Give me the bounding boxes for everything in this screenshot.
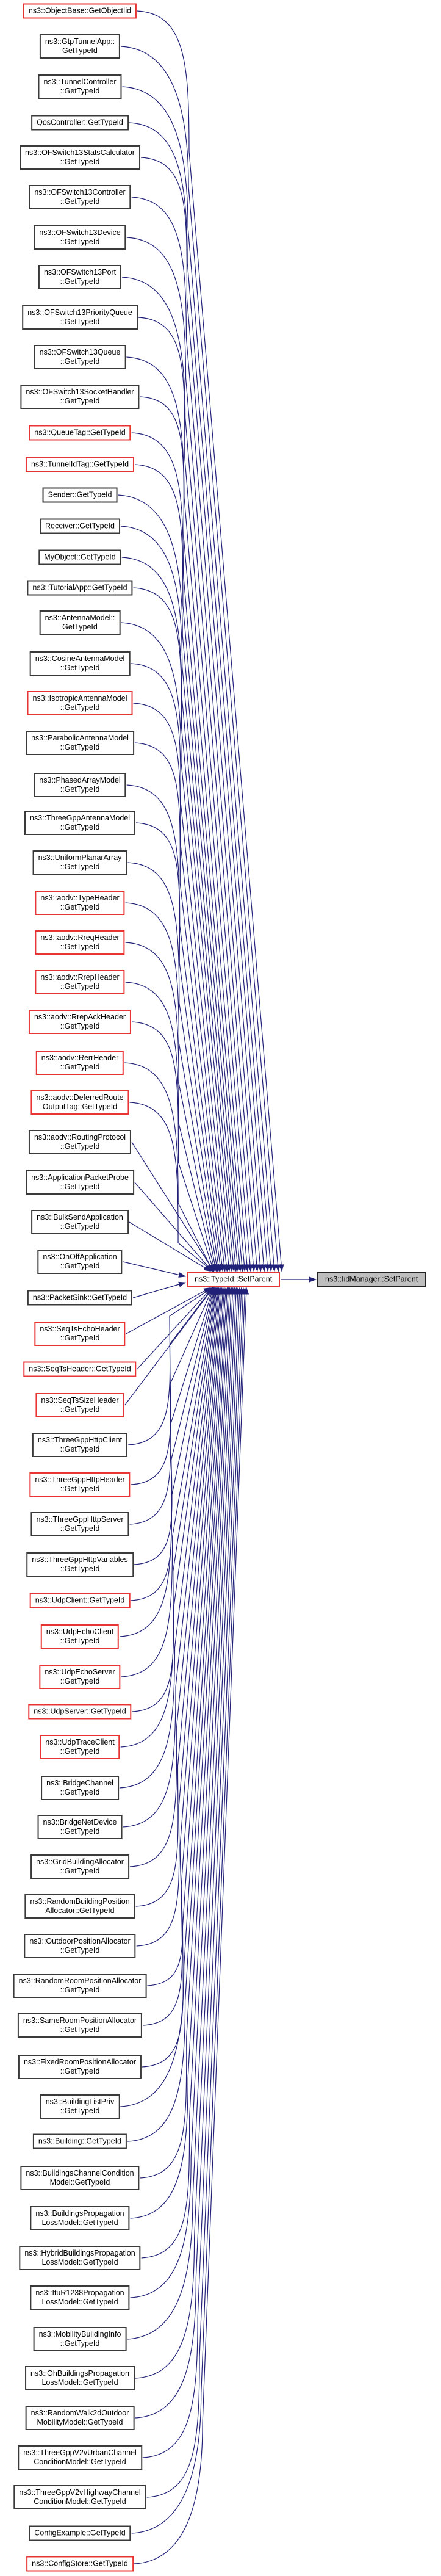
caller-node-label: ::GetTypeId (60, 1677, 100, 1685)
caller-node-label: ns3::ThreeGppV2vUrbanChannel (23, 2448, 137, 2457)
caller-node[interactable] (39, 1665, 120, 1689)
caller-node-label: ns3::aodv::RerrHeader (41, 1054, 119, 1062)
caller-node-label: ::GetTypeId (60, 1788, 100, 1796)
caller-node-label: ns3::BridgeChannel (46, 1779, 113, 1787)
caller-node-label: Receiver::GetTypeId (45, 521, 115, 530)
caller-node-label: ns3::aodv::DeferredRoute (36, 1093, 124, 1102)
caller-node[interactable] (34, 345, 126, 369)
caller-node[interactable] (31, 115, 129, 131)
caller-node[interactable] (26, 1552, 134, 1577)
caller-node-label: ns3::aodv::RrepAckHeader (34, 1013, 126, 1021)
caller-node[interactable] (27, 691, 133, 715)
caller-node[interactable] (34, 773, 126, 797)
caller-node-label: OutputTag::GetTypeId (42, 1102, 118, 1111)
caller-node[interactable] (31, 1210, 129, 1234)
caller-node[interactable] (29, 1010, 131, 1034)
caller-node-label: ns3::UniformPlanarArray (38, 853, 122, 862)
caller-node-label: ConditionModel::GetTypeId (34, 2458, 126, 2466)
caller-node-label: ::GetTypeId (60, 237, 100, 246)
caller-node-label: ns3::OFSwitch13SocketHandler (26, 388, 134, 396)
caller-node[interactable] (30, 2206, 129, 2230)
current-node (317, 1272, 426, 1287)
caller-node[interactable] (19, 2246, 140, 2270)
caller-node-label: ::GetTypeId (60, 863, 100, 871)
caller-node-label: ::GetTypeId (60, 2339, 100, 2348)
caller-node[interactable] (41, 1776, 119, 1800)
caller-node-label: ns3::OFSwitch13PriorityQueue (27, 308, 132, 317)
caller-node-label: ::GetTypeId (60, 1485, 100, 1493)
caller-node-label: ::GetTypeId (60, 664, 100, 672)
caller-node-label: ns3::aodv::RrepHeader (40, 973, 120, 982)
caller-node[interactable] (26, 1170, 134, 1195)
caller-node[interactable] (30, 1854, 129, 1879)
caller-node-label: ns3::QueueTag::GetTypeId (34, 428, 126, 437)
caller-node-label: ::GetTypeId (60, 1827, 100, 1836)
caller-node-label: ns3::BuildingsChannelCondition (26, 2169, 134, 2177)
caller-node-label: ns3::ItuR1238Propagation (35, 2288, 124, 2297)
caller-node-label: ns3::BuildingsPropagation (35, 2209, 124, 2218)
caller-node[interactable] (34, 225, 126, 250)
caller-node[interactable] (18, 2055, 142, 2079)
caller-node-label: ns3::RandomWalk2dOutdoor (30, 2409, 129, 2417)
caller-node-label: ::GetTypeId (60, 903, 100, 911)
caller-node-label: ::GetTypeId (60, 1222, 100, 1231)
caller-node[interactable] (24, 1934, 135, 1958)
caller-node-label: GetTypeId (62, 46, 98, 55)
caller-node-label: ns3::OFSwitch13StatsCalculator (25, 148, 135, 157)
caller-node[interactable] (40, 2094, 120, 2119)
caller-node-label: ns3::SeqTsHeader::GetTypeId (29, 1364, 131, 1373)
caller-node-label: ::GetTypeId (60, 743, 100, 751)
caller-node[interactable] (20, 2166, 139, 2190)
caller-node[interactable] (30, 1512, 129, 1536)
center-node-label: ns3::TypeId::SetParent (195, 1275, 273, 1284)
caller-node[interactable] (30, 651, 131, 676)
caller-node[interactable] (29, 1472, 130, 1497)
caller-node[interactable] (40, 1735, 120, 1759)
caller-node-label: ns3::ThreeGppHttpClient (37, 1436, 123, 1444)
caller-node[interactable] (27, 581, 132, 596)
caller-node-label: ns3::PhasedArrayModel (39, 776, 121, 784)
caller-node-label: LossModel::GetTypeId (41, 2258, 118, 2267)
caller-node-label: Allocator::GetTypeId (45, 1906, 115, 1915)
caller-node-label: ns3::OFSwitch13Port (43, 268, 117, 277)
caller-node-label: ns3::SeqTsEchoHeader (40, 1325, 120, 1333)
caller-node-label: ::GetTypeId (60, 703, 100, 712)
center-node[interactable] (187, 1272, 280, 1287)
caller-node-label: ns3::ConfigStore::GetTypeId (32, 2559, 128, 2568)
caller-node-label: ns3::TunnelIdTag::GetTypeId (30, 460, 129, 469)
caller-node-label: ::GetTypeId (60, 942, 100, 951)
caller-node[interactable] (30, 1593, 131, 1608)
caller-node-label: ns3::UdpTraceClient (45, 1738, 115, 1746)
caller-node[interactable] (23, 4, 137, 19)
caller-node[interactable] (35, 930, 124, 955)
caller-node[interactable] (27, 1290, 132, 1306)
caller-node-label: ns3::ThreeGppHttpHeader (35, 1475, 125, 1484)
caller-node[interactable] (29, 185, 131, 209)
caller-node-label: LossModel::GetTypeId (41, 2298, 118, 2306)
caller-node-label: ns3::ThreeGppV2vHighwayChannel (19, 2488, 141, 2497)
caller-node-label: ::GetTypeId (60, 1867, 100, 1875)
caller-node-label: ::GetTypeId (60, 87, 100, 95)
caller-node[interactable] (30, 1090, 129, 1115)
caller-node[interactable] (13, 2485, 146, 2509)
caller-node[interactable] (26, 2406, 135, 2430)
caller-node[interactable] (34, 1322, 125, 1346)
caller-node-label: ::GetTypeId (60, 785, 100, 794)
caller-node-label: ns3::aodv::TypeHeader (40, 894, 120, 902)
caller-node[interactable] (20, 145, 140, 170)
caller-node-label: ::GetTypeId (60, 2107, 100, 2115)
caller-node-label: ::GetTypeId (60, 2067, 100, 2075)
caller-node-label: ::GetTypeId (60, 1182, 100, 1191)
caller-node[interactable] (30, 2285, 129, 2310)
caller-node-label: ns3::CosineAntennaModel (35, 654, 125, 663)
caller-node-label: ::GetTypeId (60, 1946, 100, 1955)
caller-node-label: ::GetTypeId (60, 397, 100, 405)
caller-node[interactable] (35, 970, 124, 994)
caller-node-label: ::GetTypeId (60, 197, 100, 206)
caller-node[interactable] (41, 1624, 119, 1649)
caller-node-label: LossModel::GetTypeId (41, 2378, 118, 2387)
caller-node-label: ::GetTypeId (60, 1022, 100, 1030)
caller-node-label: ns3::TunnelController (43, 78, 117, 86)
caller-node-label: ns3::GridBuildingAllocator (36, 1858, 124, 1866)
caller-node-label: ::GetTypeId (60, 1986, 100, 1994)
caller-node-label: ns3::BuildingListPriv (45, 2097, 115, 2106)
caller-node[interactable] (18, 2445, 142, 2470)
caller-node[interactable] (29, 2526, 131, 2541)
caller-node[interactable] (29, 425, 131, 441)
caller-node[interactable] (38, 1815, 123, 1839)
caller-node[interactable] (37, 1250, 122, 1274)
caller-node-label: ns3::OFSwitch13Controller (34, 188, 126, 197)
caller-node[interactable] (18, 2013, 142, 2038)
caller-node-label: ns3::aodv::RreqHeader (40, 933, 120, 942)
caller-node[interactable] (13, 1974, 147, 1998)
caller-node[interactable] (40, 610, 121, 635)
caller-node-label: ns3::UdpClient::GetTypeId (35, 1596, 125, 1605)
caller-node-label: ::GetTypeId (60, 317, 100, 326)
caller-node-label: ns3::RandomRoomPositionAllocator (18, 1977, 142, 1985)
caller-node[interactable] (32, 1433, 127, 1457)
caller-node-label: ::GetTypeId (60, 357, 100, 366)
caller-node[interactable] (26, 731, 134, 755)
caller-node-label: ::GetTypeId (60, 1637, 100, 1645)
caller-node-label: ns3::BulkSendApplication (37, 1213, 123, 1221)
caller-node-label: ns3::HybridBuildingsPropagation (24, 2249, 135, 2257)
caller-node-label: ns3::OhBuildingsPropagation (30, 2369, 129, 2378)
caller-node-label: ::GetTypeId (60, 1334, 100, 1342)
caller-node[interactable] (43, 488, 118, 503)
caller-node-label: ::GetTypeId (60, 1747, 100, 1756)
caller-node-label: ConfigExample::GetTypeId (34, 2528, 126, 2538)
current-node-label: ns3::IidManager::SetParent (325, 1275, 418, 1284)
caller-node-label: ns3::UdpEchoClient (46, 1627, 114, 1636)
caller-node-label: ns3::aodv::RoutingProtocol (34, 1133, 126, 1141)
caller-node-label: ns3::TutorialApp::GetTypeId (32, 583, 127, 592)
caller-node-label: ns3::OFSwitch13Queue (39, 348, 121, 356)
caller-node-label: ns3::UdpServer::GetTypeId (34, 1707, 126, 1716)
caller-node-label: ns3::SameRoomPositionAllocator (23, 2016, 137, 2025)
caller-node[interactable] (26, 2556, 134, 2572)
caller-node-label: ::GetTypeId (60, 1445, 100, 1453)
caller-node[interactable] (38, 550, 121, 565)
caller-node[interactable] (36, 1051, 124, 1075)
caller-node-label: MobilityModel::GetTypeId (37, 2418, 123, 2426)
caller-node-label: ns3::SeqTsSizeHeader (41, 1396, 119, 1405)
caller-node[interactable] (29, 1130, 131, 1154)
caller-node[interactable] (23, 1362, 136, 1377)
caller-node-label: GetTypeId (62, 623, 98, 631)
caller-node-label: ::GetTypeId (60, 157, 100, 166)
caller-node[interactable] (20, 385, 139, 409)
caller-node-label: Model::GetTypeId (49, 2178, 110, 2187)
caller-node-label: ConditionModel::GetTypeId (34, 2497, 126, 2506)
caller-node[interactable] (40, 34, 120, 59)
caller-node-label: ::GetTypeId (60, 2025, 100, 2034)
caller-node-label: ns3::OnOffApplication (43, 1253, 117, 1261)
caller-node[interactable] (33, 2134, 127, 2149)
caller-node-label: ns3::GtpTunnelApp:: (45, 37, 115, 46)
caller-node[interactable] (24, 811, 135, 835)
caller-node[interactable] (40, 519, 120, 534)
caller-node-label: QosController::GetTypeId (37, 118, 123, 127)
caller-node-label: ns3::OutdoorPositionAllocator (29, 1937, 131, 1945)
caller-node-label: ns3::FixedRoomPositionAllocator (23, 2058, 137, 2066)
caller-node-label: ns3::ParabolicAntennaModel (31, 734, 129, 742)
caller-node-label: ::GetTypeId (60, 1142, 100, 1151)
caller-node[interactable] (35, 891, 124, 915)
caller-node[interactable] (38, 74, 121, 99)
caller-node[interactable] (33, 850, 127, 875)
caller-node[interactable] (25, 2366, 135, 2390)
caller-node-label: ns3::OFSwitch13Device (39, 228, 121, 237)
caller-node-label: LossModel::GetTypeId (41, 2218, 118, 2227)
caller-node-label: ns3::BridgeNetDevice (43, 1818, 117, 1826)
caller-node-label: ns3::UdpEchoServer (45, 1668, 115, 1676)
caller-node-label: ::GetTypeId (60, 1565, 100, 1573)
caller-node-label: ns3::ApplicationPacketProbe (31, 1173, 129, 1182)
caller-node-label: ns3::RandomBuildingPosition (30, 1897, 130, 1906)
caller-node-label: ::GetTypeId (60, 1405, 100, 1414)
caller-node-label: ::GetTypeId (60, 1063, 100, 1071)
caller-node-label: ns3::IsotropicAntennaModel (32, 694, 127, 703)
caller-node[interactable] (26, 457, 134, 472)
caller-node-label: ns3::ThreeGppAntennaModel (30, 814, 130, 822)
caller-node[interactable] (34, 2327, 127, 2351)
caller-node[interactable] (35, 1393, 124, 1417)
caller-node-label: ns3::MobilityBuildingInfo (38, 2330, 121, 2339)
caller-node-label: ::GetTypeId (60, 1524, 100, 1533)
caller-node[interactable] (22, 305, 138, 330)
caller-node-label: ns3::ThreeGppHttpServer (36, 1515, 124, 1524)
caller-node-label: ns3::ThreeGppHttpVariables (32, 1555, 128, 1564)
caller-node-label: ns3::AntennaModel:: (45, 613, 115, 622)
caller-node[interactable] (28, 1704, 131, 1720)
caller-node-label: ns3::PacketSink::GetTypeId (32, 1293, 127, 1302)
caller-node-label: MyObject::GetTypeId (44, 552, 116, 562)
caller-node-label: ::GetTypeId (60, 982, 100, 991)
caller-node[interactable] (24, 1894, 135, 1919)
caller-node-label: Sender::GetTypeId (48, 490, 112, 499)
caller-node-label: ns3::Building::GetTypeId (38, 2136, 122, 2146)
caller-node-label: ::GetTypeId (60, 1262, 100, 1270)
caller-node-label: ::GetTypeId (60, 277, 100, 286)
caller-node-label: ::GetTypeId (60, 823, 100, 831)
caller-node[interactable] (38, 265, 121, 289)
caller-node-label: ns3::ObjectBase::GetObjectIid (28, 6, 132, 15)
